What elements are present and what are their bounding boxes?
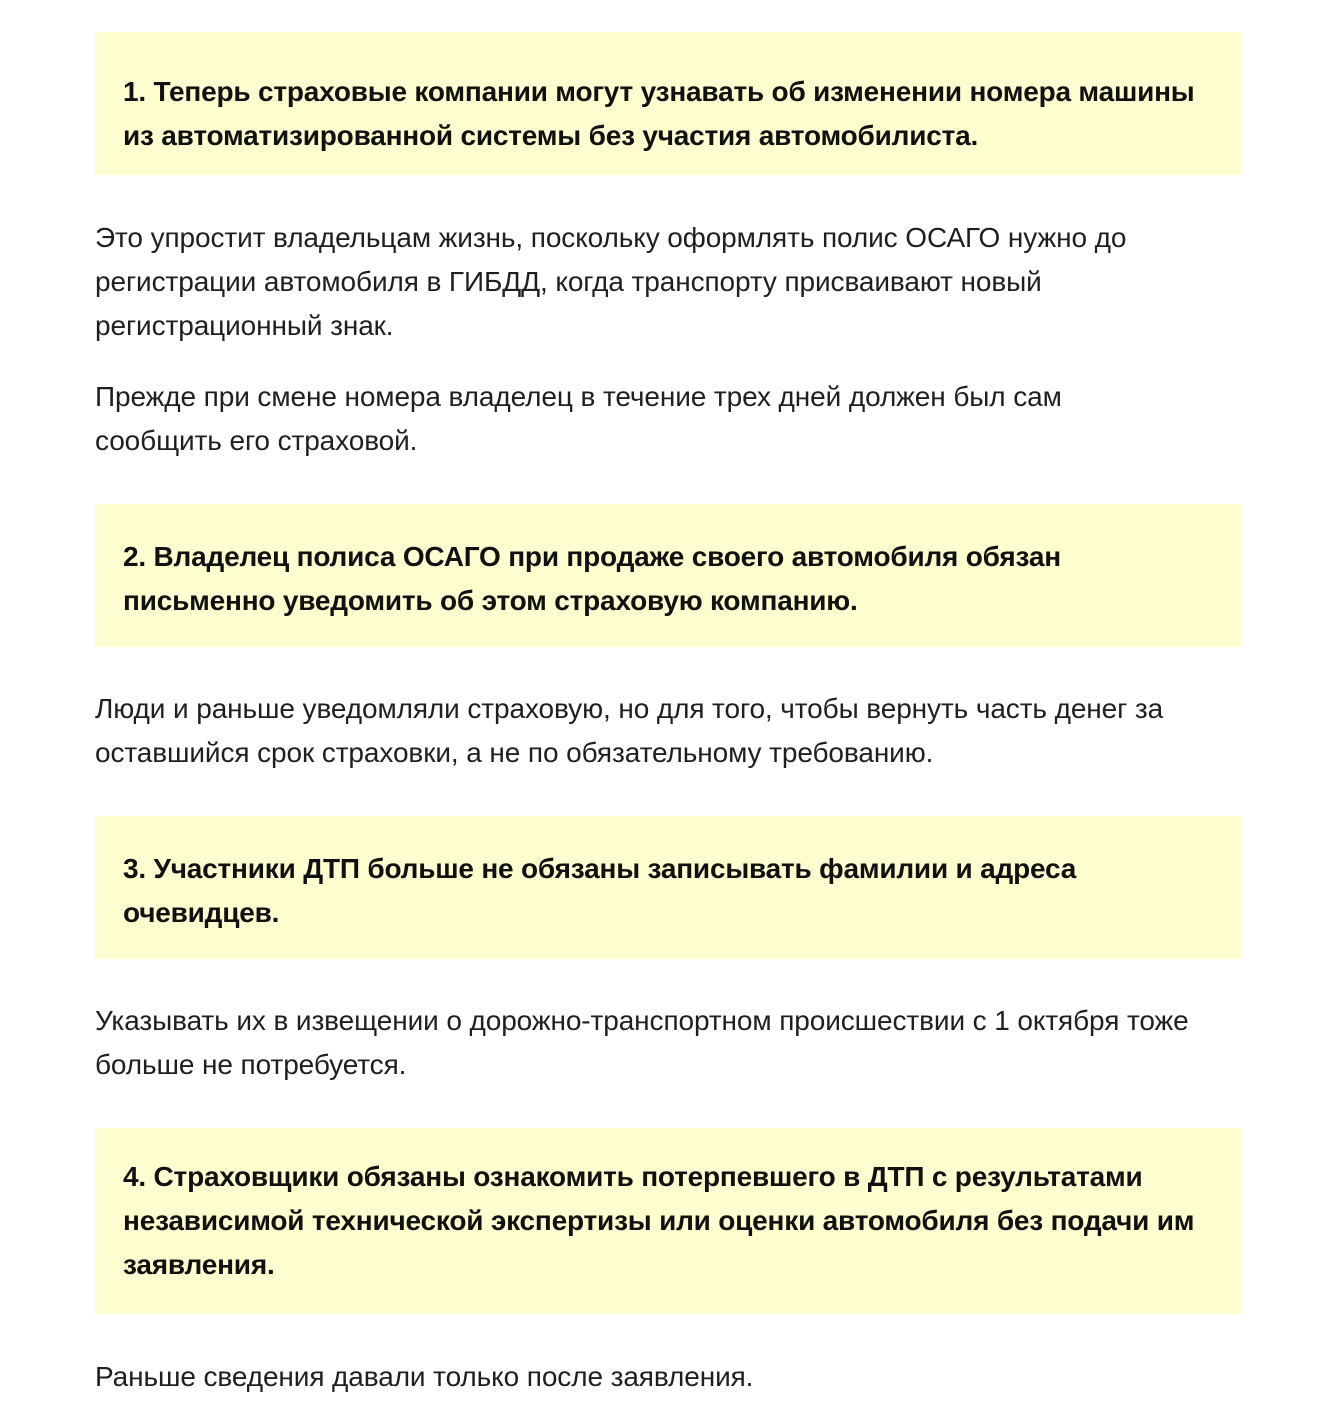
paragraph-3: Люди и раньше уведомляли страховую, но для того, чтобы вернуть часть денег за оставшийся срок страховки, а не по обязательному требованию. [95,693,1164,768]
callout-box-2 [95,504,1241,647]
paragraph-4: Указывать их в извещении о дорожно-транспортном происшествии с 1 октября тоже больше не потребуется. [95,1005,1189,1080]
callout-text-4: 4. Страховщики обязаны ознакомить потерпевшего в ДТП с результатами независимой технической экспертизы или оценки автомобиля без подачи им заявления. [123,1161,1195,1280]
callout-text-2: 2. Владелец полиса ОСАГО при продаже своего автомобиля обязан письменно уведомить об этом страховую компанию. [123,541,1061,616]
callout-box-1 [95,32,1241,175]
callout-box-4 [95,1128,1241,1314]
paragraph-1: Это упростит владельцам жизнь, поскольку оформлять полис ОСАГО нужно до регистрации автомобиля в ГИБДД, когда транспорту присваивают новый регистрационный знак. [95,222,1127,341]
callout-text-3: 3. Участники ДТП больше не обязаны записывать фамилии и адреса очевидцев. [123,853,1077,928]
callout-box-3 [95,816,1241,959]
paragraph-5: Раньше сведения давали только после заявления. [95,1361,754,1392]
paragraph-2: Прежде при смене номера владелец в течение трех дней должен был сам сообщить его страховой. [95,381,1062,456]
callout-text-1: 1. Теперь страховые компании могут узнавать об изменении номера машины из автоматизированной системы без участия автомобилиста. [123,76,1195,151]
